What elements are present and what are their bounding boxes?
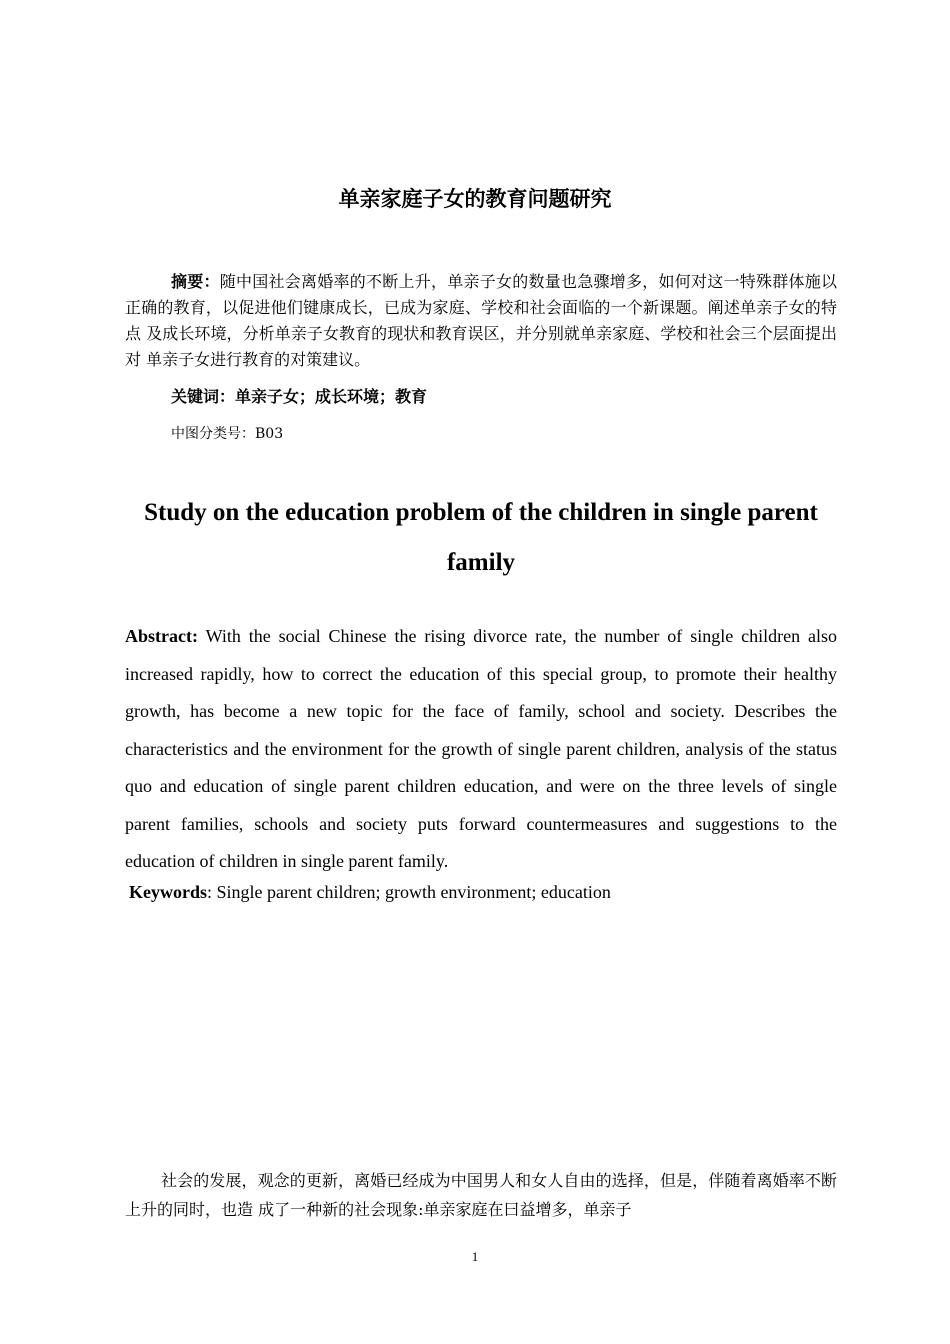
keywords-text-english: : Single parent children; growth environment; education (207, 882, 611, 902)
keywords-label-english: Keywords (129, 882, 207, 902)
abstract-text-english: With the social Chinese the rising divorce rate, the number of single children also increased rapidly, how to correct the education of this special group, to promote their healthy growth, has become a new topic for the face of family, school and society. Describes the characteristics and the environment for the growth of single parent children, analysis of the status quo and education of single parent children education, and were on the three levels of single parent families, schools and society puts forward countermeasures and suggestions to the education of children in single parent family. (125, 626, 837, 871)
classification-value: B03 (255, 426, 284, 442)
classification-number (171, 423, 283, 443)
abstract-label-english: Abstract: (125, 626, 198, 646)
page-number: 1 (471, 1249, 479, 1264)
classification-label: 中图分类号： (171, 426, 255, 442)
body-paragraph: 社会的发展，观念的更新，离婚已经成为中国男人和女人自由的选择，但是，伴随着离婚率不断上升的同时，也造 成了一种新的社会现象:单亲家庭在曰益增多，单亲子 (125, 1171, 837, 1219)
abstract-label-chinese: 摘要： (171, 272, 220, 291)
abstract-english (125, 618, 837, 881)
keywords-chinese: 关键词：单亲子女；成长环境；教育 (171, 387, 428, 406)
keywords-english (129, 882, 611, 903)
abstract-text-chinese: 随中国社会离婚率的不断上升，单亲子女的数量也急骤增多，如何对这一特殊群体施以正确的教育，以促进他们键康成长，已成为家庭、学校和社会面临的一个新课题。阐述单亲子女的特点 及成长环境，分析单亲子女教育的现状和教育误区，并分别就单亲家庭、学校和社会三个层面提出对 单亲子女进行教育的对策建议。 (125, 272, 837, 369)
page-title-english: Study on the education problem of the children in single parent family (144, 499, 818, 576)
abstract-chinese (125, 269, 837, 373)
page-title-chinese: 单亲家庭子女的教育问题研究 (338, 187, 612, 211)
